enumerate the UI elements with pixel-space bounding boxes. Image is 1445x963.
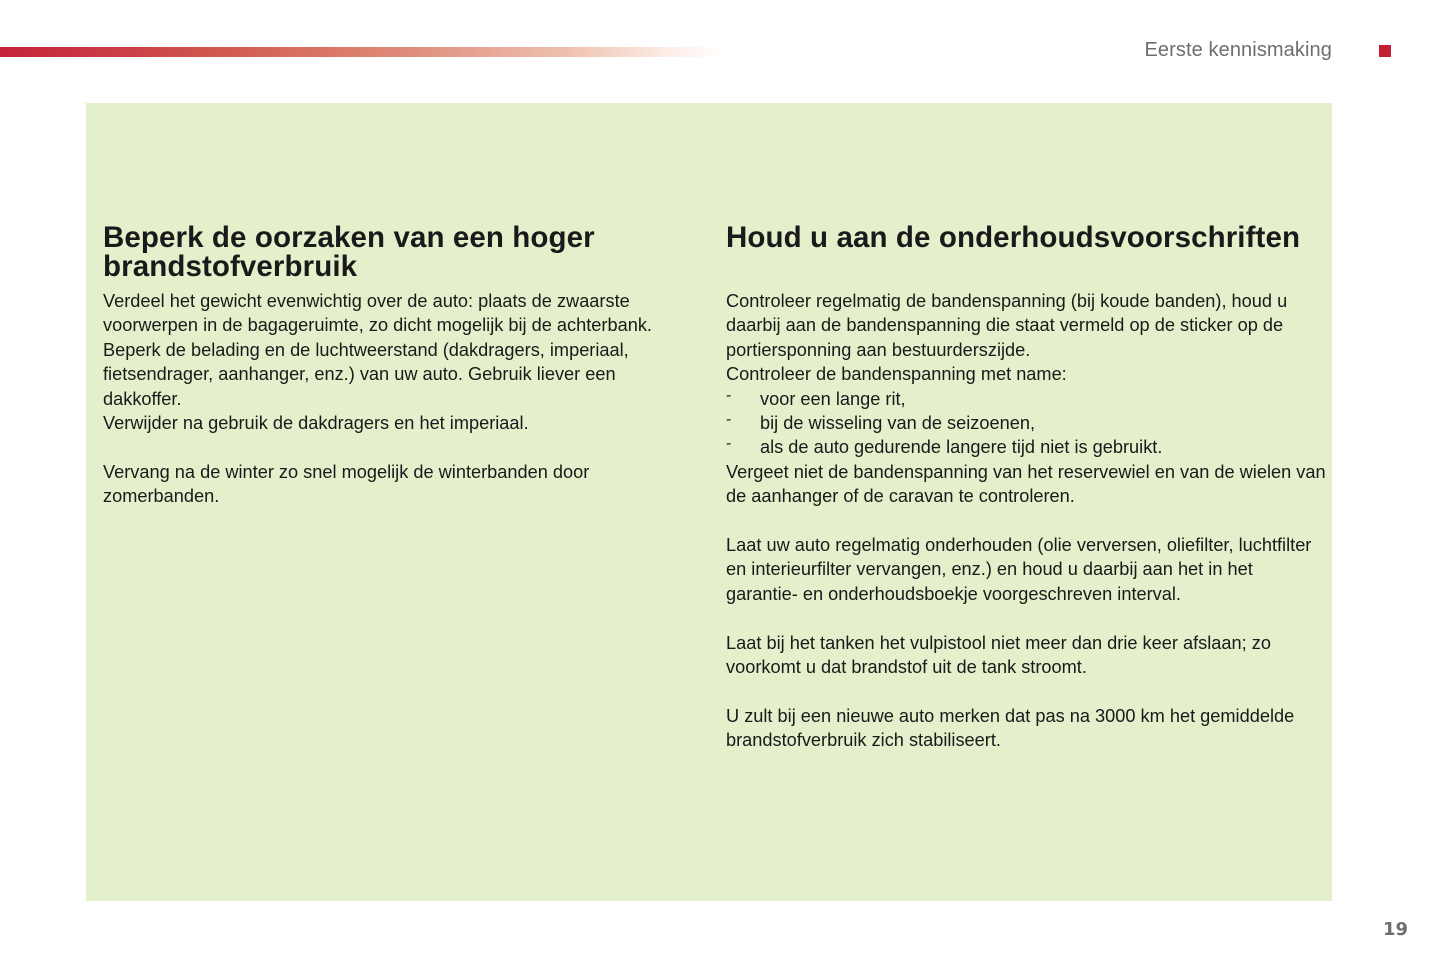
left-heading: Beperk de oorzaken van een hoger brandstofverbruik [103, 221, 595, 283]
list-item [726, 411, 1326, 435]
dash-bullet: - [726, 411, 732, 429]
list-item-text: bij de wisseling van de seizoenen, [760, 413, 1036, 434]
right-paragraph-maintenance: Laat uw auto regelmatig onderhouden (olie verversen, oliefilter, luchtfilter en interieurfilter vervangen, enz.) en houd u daarbij aan het in het garantie- en onderhoudsboekje voorgeschreven interval. [726, 535, 1312, 604]
right-column [726, 223, 1326, 753]
section-marker-icon [1379, 45, 1391, 57]
spacer [726, 606, 1326, 630]
right-paragraph-spare-wheel: Vergeet niet de bandenspanning van het reservewiel en van de wielen van de aanhanger of de caravan te controleren. [726, 461, 1326, 507]
left-paragraph-load: Beperk de belading en de luchtweerstand (dakdragers, imperiaal, fietsendrager, aanhanger, enz.) van uw auto. Gebruik liever een dakkoffer. [103, 339, 629, 409]
list-item-text: voor een lange rit, [760, 388, 906, 409]
dash-bullet: - [726, 435, 732, 453]
list-item [726, 435, 1326, 459]
right-heading: Houd u aan de onderhoudsvoorschriften [726, 221, 1301, 254]
left-paragraph-weight: Verdeel het gewicht evenwichtig over de auto: plaats de zwaarste voorwerpen in de bagageruimte, zo dicht mogelijk bij de achterbank. [103, 291, 652, 336]
left-paragraph-tyres: Vervang na de winter zo snel mogelijk de winterbanden door zomerbanden. [103, 461, 590, 507]
dash-bullet: - [726, 386, 732, 404]
right-paragraph-check-intro: Controleer de bandenspanning met name: [726, 364, 1067, 385]
content-panel [86, 103, 1332, 901]
list-item [726, 387, 1326, 411]
right-paragraph-new-car: U zult bij een nieuwe auto merken dat pas na 3000 km het gemiddelde brandstofverbruik zich stabiliseert. [726, 705, 1295, 751]
left-paragraph-remove: Verwijder na gebruik de dakdragers en het imperiaal. [103, 413, 529, 434]
section-title: Eerste kennismaking [1144, 39, 1332, 61]
right-paragraph-pressure: Controleer regelmatig de bandenspanning (bij koude banden), houd u daarbij aan de bandenspanning die staat vermeld op de sticker op de portiersponning aan bestuurderszijde. [726, 291, 1288, 360]
spacer [726, 679, 1326, 703]
spacer [726, 509, 1326, 533]
list-item-text: als de auto gedurende langere tijd niet is gebruikt. [760, 437, 1163, 458]
left-column [103, 223, 683, 509]
header-accent-bar [0, 47, 725, 57]
spacer [103, 435, 683, 459]
right-paragraph-refuel: Laat bij het tanken het vulpistool niet meer dan drie keer afslaan; zo voorkomt u dat brandstof uit de tank stroomt. [726, 632, 1271, 678]
page-number: 19 [1383, 919, 1409, 940]
